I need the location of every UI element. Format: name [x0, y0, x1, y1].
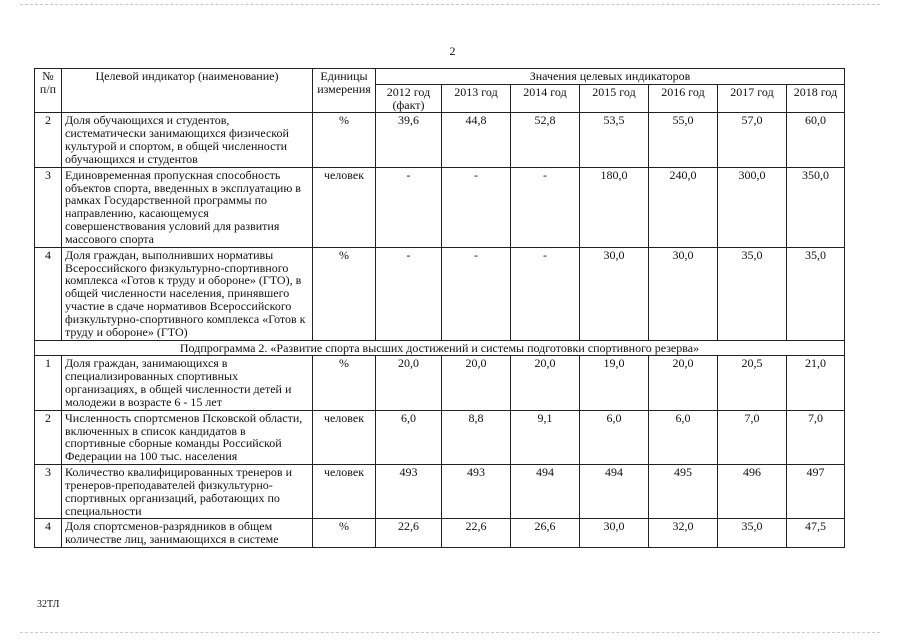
- indicator-value: 44,8: [442, 113, 511, 167]
- indicator-value: 495: [649, 465, 718, 519]
- indicator-name: Доля обучающихся и студентов, систематически занимающихся физической культурой и спортом, в общей численности обучающихся и студентов: [62, 113, 313, 167]
- header-values: Значения целевых индикаторов: [376, 69, 845, 85]
- indicator-value: 22,6: [442, 519, 511, 548]
- indicator-value: 350,0: [787, 167, 845, 247]
- row-number: 1: [35, 356, 62, 410]
- indicator-value: 55,0: [649, 113, 718, 167]
- indicator-name: Количество квалифицированных тренеров и тренеров-преподавателей физкультурно-спортивных организаций, работающих по специальности: [62, 465, 313, 519]
- indicator-value: 30,0: [649, 247, 718, 340]
- indicator-value: 300,0: [718, 167, 787, 247]
- indicator-value: 8,8: [442, 410, 511, 464]
- indicator-value: -: [376, 247, 442, 340]
- indicator-value: 19,0: [580, 356, 649, 410]
- indicator-value: -: [511, 247, 580, 340]
- table-row: [35, 356, 845, 410]
- unit: человек: [313, 410, 376, 464]
- row-number: 2: [35, 113, 62, 167]
- indicator-value: 60,0: [787, 113, 845, 167]
- header-indicator: Целевой индикатор (наименование): [62, 69, 313, 113]
- indicator-name: Доля спортсменов-разрядников в общем количестве лиц, занимающихся в системе: [62, 519, 313, 548]
- table-row: [35, 167, 845, 247]
- indicator-value: 20,0: [376, 356, 442, 410]
- indicator-value: 20,0: [511, 356, 580, 410]
- header-unit: Единицы измерения: [313, 69, 376, 113]
- header-row-1: [35, 69, 845, 85]
- unit: %: [313, 113, 376, 167]
- indicator-value: 57,0: [718, 113, 787, 167]
- unit: человек: [313, 465, 376, 519]
- indicator-value: -: [376, 167, 442, 247]
- unit: %: [313, 247, 376, 340]
- indicator-value: 32,0: [649, 519, 718, 548]
- indicator-value: 496: [718, 465, 787, 519]
- indicator-value: 52,8: [511, 113, 580, 167]
- indicator-value: 30,0: [580, 519, 649, 548]
- table-body: [35, 69, 845, 548]
- indicator-value: 26,6: [511, 519, 580, 548]
- row-number: 3: [35, 465, 62, 519]
- header-year: 2014 год: [511, 84, 580, 113]
- indicator-value: 494: [511, 465, 580, 519]
- table-row: [35, 465, 845, 519]
- table-row: [35, 519, 845, 548]
- indicator-value: 7,0: [787, 410, 845, 464]
- indicator-value: 493: [442, 465, 511, 519]
- indicator-value: 22,6: [376, 519, 442, 548]
- indicator-name: Единовременная пропускная способность объектов спорта, введенных в эксплуатацию в рамках Государственной программы по направлению, касающемуся совершенствования условий для развития массового спорта: [62, 167, 313, 247]
- header-year: 2018 год: [787, 84, 845, 113]
- indicator-name: Доля граждан, выполнивших нормативы Всероссийского физкультурно-спортивного комплекса «Готов к труду и обороне» (ГТО), в общей численности населения, принявшего участие в сдаче нормативов Всероссийского физкультурно-спортивного комплекса «Готов к труду и обороне» (ГТО): [62, 247, 313, 340]
- indicator-value: 21,0: [787, 356, 845, 410]
- indicator-value: 6,0: [580, 410, 649, 464]
- indicator-value: 6,0: [376, 410, 442, 464]
- row-number: 2: [35, 410, 62, 464]
- page-number: 2: [449, 44, 456, 58]
- table-row: [35, 410, 845, 464]
- indicator-value: -: [442, 167, 511, 247]
- table-row: [35, 247, 845, 340]
- indicator-value: 39,6: [376, 113, 442, 167]
- indicator-name: Доля граждан, занимающихся в специализированных спортивных организациях, в общей численности детей и молодежи в возрасте 6 - 15 лет: [62, 356, 313, 410]
- indicator-value: 493: [376, 465, 442, 519]
- unit: человек: [313, 167, 376, 247]
- scan-artifact-top: [20, 4, 880, 5]
- indicator-value: 20,5: [718, 356, 787, 410]
- indicator-value: 497: [787, 465, 845, 519]
- indicator-value: 47,5: [787, 519, 845, 548]
- indicator-value: 240,0: [649, 167, 718, 247]
- header-year: 2017 год: [718, 84, 787, 113]
- table-row: [35, 113, 845, 167]
- indicator-value: 494: [580, 465, 649, 519]
- header-year: 2013 год: [442, 84, 511, 113]
- indicator-value: 35,0: [718, 247, 787, 340]
- indicator-value: -: [511, 167, 580, 247]
- header-num: № п/п: [35, 69, 62, 113]
- row-number: 3: [35, 167, 62, 247]
- indicator-value: 7,0: [718, 410, 787, 464]
- indicator-value: 20,0: [442, 356, 511, 410]
- indicator-value: 20,0: [649, 356, 718, 410]
- header-year: 2012 год (факт): [376, 84, 442, 113]
- unit: %: [313, 519, 376, 548]
- header-year: 2015 год: [580, 84, 649, 113]
- indicator-value: 30,0: [580, 247, 649, 340]
- subprogram-row: [35, 340, 845, 356]
- indicator-name: Численность спортсменов Псковской области, включенных в список кандидатов в спортивные сборные команды Российской Федерации на 100 тыс. населения: [62, 410, 313, 464]
- row-number: 4: [35, 247, 62, 340]
- subprogram-title: Подпрограмма 2. «Развитие спорта высших достижений и системы подготовки спортивного резерва»: [35, 340, 845, 356]
- row-number: 4: [35, 519, 62, 548]
- indicator-value: 35,0: [718, 519, 787, 548]
- indicator-value: 180,0: [580, 167, 649, 247]
- indicators-table: [34, 68, 845, 548]
- unit: %: [313, 356, 376, 410]
- indicator-value: 53,5: [580, 113, 649, 167]
- indicator-value: 6,0: [649, 410, 718, 464]
- scan-artifact-bottom: [20, 632, 880, 633]
- indicator-value: 35,0: [787, 247, 845, 340]
- indicator-value: 9,1: [511, 410, 580, 464]
- footer-code: 32ТЛ: [37, 599, 60, 610]
- indicator-value: -: [442, 247, 511, 340]
- header-year: 2016 год: [649, 84, 718, 113]
